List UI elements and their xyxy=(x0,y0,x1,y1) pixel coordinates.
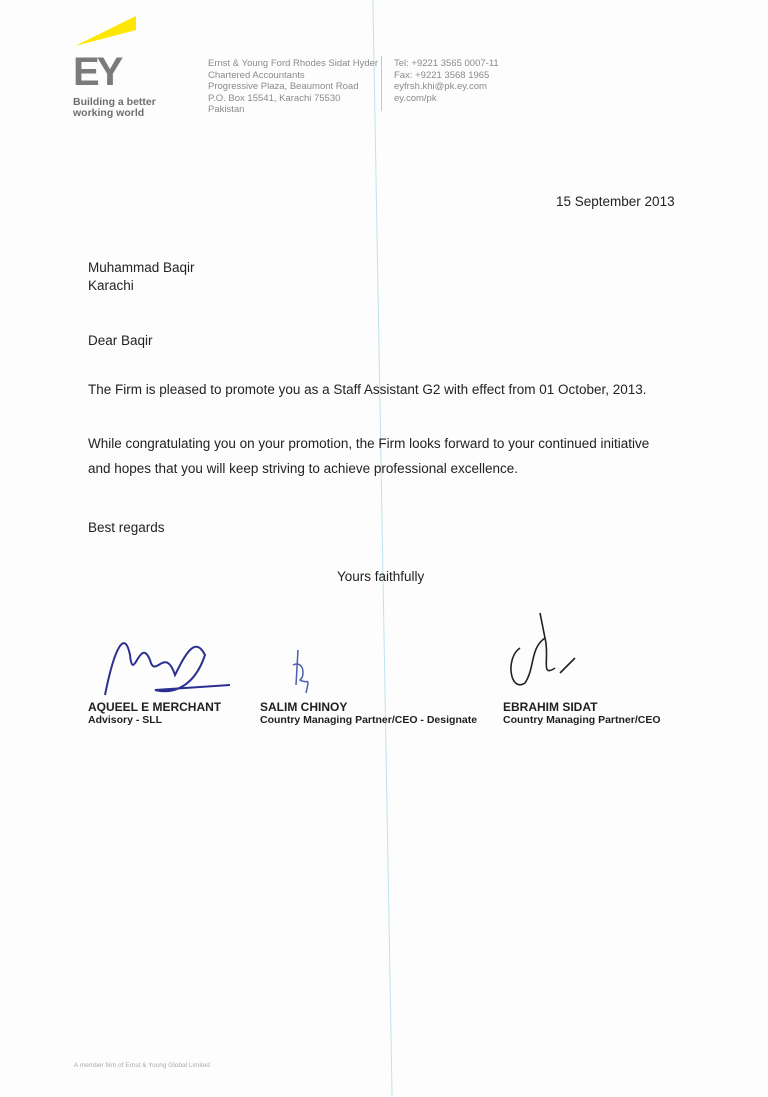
signatory-sidat: EBRAHIM SIDAT Country Managing Partner/CEO xyxy=(503,700,661,726)
signature-chinoy xyxy=(288,645,318,695)
firm-address: Ernst & Young Ford Rhodes Sidat Hyder Chartered Accountants Progressive Plaza, Beaumont Road P.O. Box 15541, Karachi 75530 Pakistan xyxy=(208,58,379,115)
ey-logo: EY xyxy=(73,50,121,94)
recipient-block: Muhammad Baqir Karachi xyxy=(88,260,195,293)
firm-contact: Tel: +9221 3565 0007-11 Fax: +9221 3568 1965 eyfrsh.khi@pk.ey.com ey.com/pk xyxy=(394,58,499,104)
footer-note: A member firm of Ernst & Young Global Limited xyxy=(74,1062,210,1069)
signatory-chinoy: SALIM CHINOY Country Managing Partner/CEO - Designate xyxy=(260,700,478,726)
salutation: Dear Baqir xyxy=(88,333,153,348)
logo-tagline: Building a better working world xyxy=(73,96,156,119)
yours-faithfully: Yours faithfully xyxy=(337,569,425,584)
letter-date: 15 September 2013 xyxy=(556,194,675,209)
fold-line xyxy=(372,0,392,1097)
paragraph-promotion: The Firm is pleased to promote you as a Staff Assistant G2 with effect from 01 October, 2013. xyxy=(88,382,647,397)
closing: Best regards xyxy=(88,520,165,535)
signature-sidat xyxy=(500,608,580,698)
paragraph-congratulations: While congratulating you on your promotion, the Firm looks forward to your continued initiative and hopes that you will keep striving to achieve professional excellence. xyxy=(88,436,650,476)
signature-merchant xyxy=(95,625,235,700)
ey-logo-beam xyxy=(75,14,137,48)
signatory-merchant: AQUEEL E MERCHANT Advisory - SLL xyxy=(88,700,222,726)
